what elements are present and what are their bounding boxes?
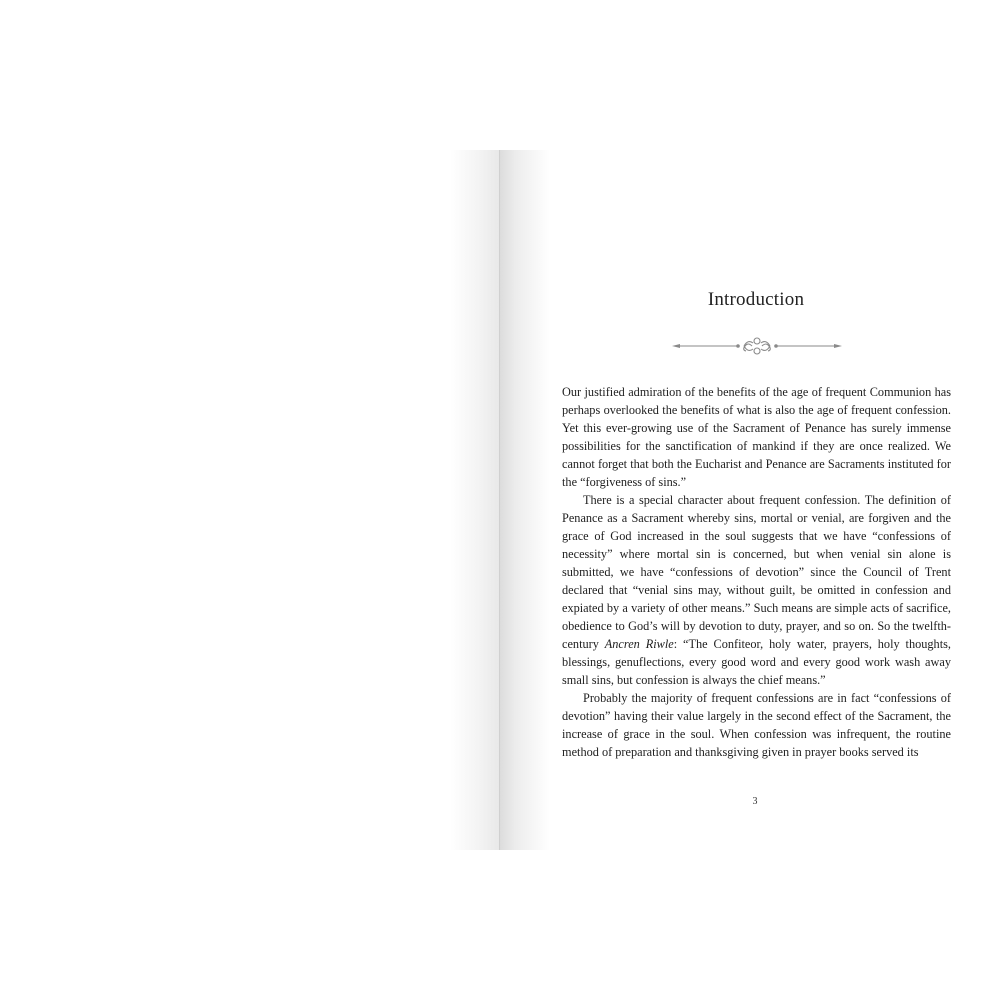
paragraph: There is a special character about frequent confession. The definition of Penance as a Sacrament whereby sins, mortal or venial, are forgiven and the grace of God increased in the soul suggests that we have “confessions of necessity” where mortal sin is concerned, but when venial sin alone is submitted, we have “confessions of devotion” since the Council of Trent declared that “venial sins may, without guilt, be omitted in confession and expiated by a variety of other means.” Such means are simple acts of sacrifice, obedience to God’s will by devotion to duty, prayer, and so on. So the twelfth-century Ancren Riwle: “The Confiteor, holy water, prayers, holy thoughts, blessings, genuflections, every good word and every good work wash away small sins, but confession is always the chief means.”: [562, 493, 951, 687]
left-page-edge: [450, 150, 500, 850]
book-title-italic: Ancren Riwle: [604, 637, 674, 651]
body-text: [562, 383, 951, 761]
page-number: 3: [752, 796, 758, 807]
scroll-flourish-icon: [672, 333, 842, 359]
paragraph: Probably the majority of frequent confessions are in fact “confessions of devotion” having their value largely in the second effect of the Sacrament, the increase of grace in the soul. When confession was infrequent, the routine method of preparation and thanksgiving given in prayer books served its: [562, 691, 951, 759]
page-title: Introduction: [707, 289, 805, 310]
paragraph: Our justified admiration of the benefits of the age of frequent Communion has perhaps overlooked the benefits of what is also the age of frequent confession. Yet this ever-growing use of the Sacrament of Penance has surely immense possibilities for the sanctification of mankind if they are once realized. We cannot forget that both the Eucharist and Penance are Sacraments instituted for the “forgiveness of sins.”: [562, 385, 951, 489]
gutter-shadow: [500, 150, 550, 850]
